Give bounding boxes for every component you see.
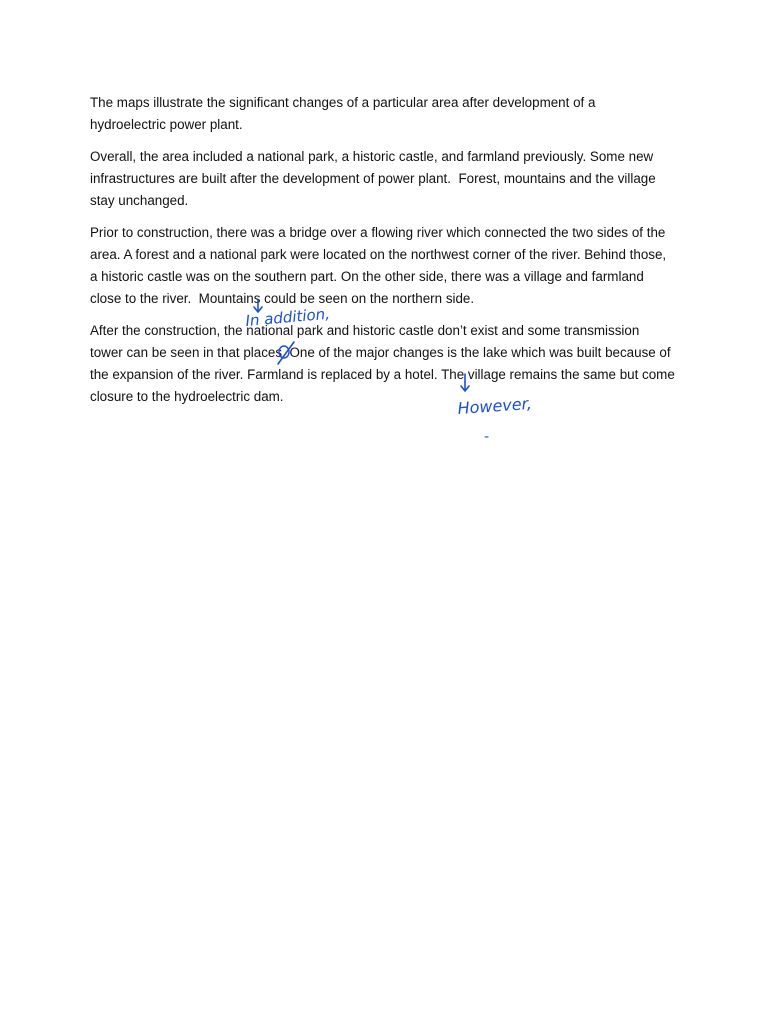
paragraph-intro: The maps illustrate the significant changes of a particular area after development of a hydroelectric power plant. (90, 95, 600, 132)
document-body (90, 92, 679, 418)
paragraph-after: After the construction, the national park and historic castle don’t exist and some transmission tower can be seen in that places. One of the major changes is the lake which was built because of the expansion of the river. Farmland is replaced by a hotel. The village remains the same but come closure to the hydroelectric dam. (90, 323, 679, 404)
paragraph-before: Prior to construction, there was a bridge over a flowing river which connected the two sides of the area. A forest and a national park were located on the northwest corner of the river. Behind those, a historic castle was on the southern part. On the other side, there was a village and farmland close to the river. Mountains could be seen on the northern side. (90, 225, 670, 306)
annotation-in-addition: In addition, (244, 304, 331, 330)
annotation-however: However, (456, 393, 533, 418)
paragraph-overview: Overall, the area included a national park, a historic castle, and farmland previously. Some new infrastructures are built after the development of power plant. Forest, mountains and the village stay unchanged. (90, 149, 660, 208)
annotation-dash: - (484, 429, 490, 445)
